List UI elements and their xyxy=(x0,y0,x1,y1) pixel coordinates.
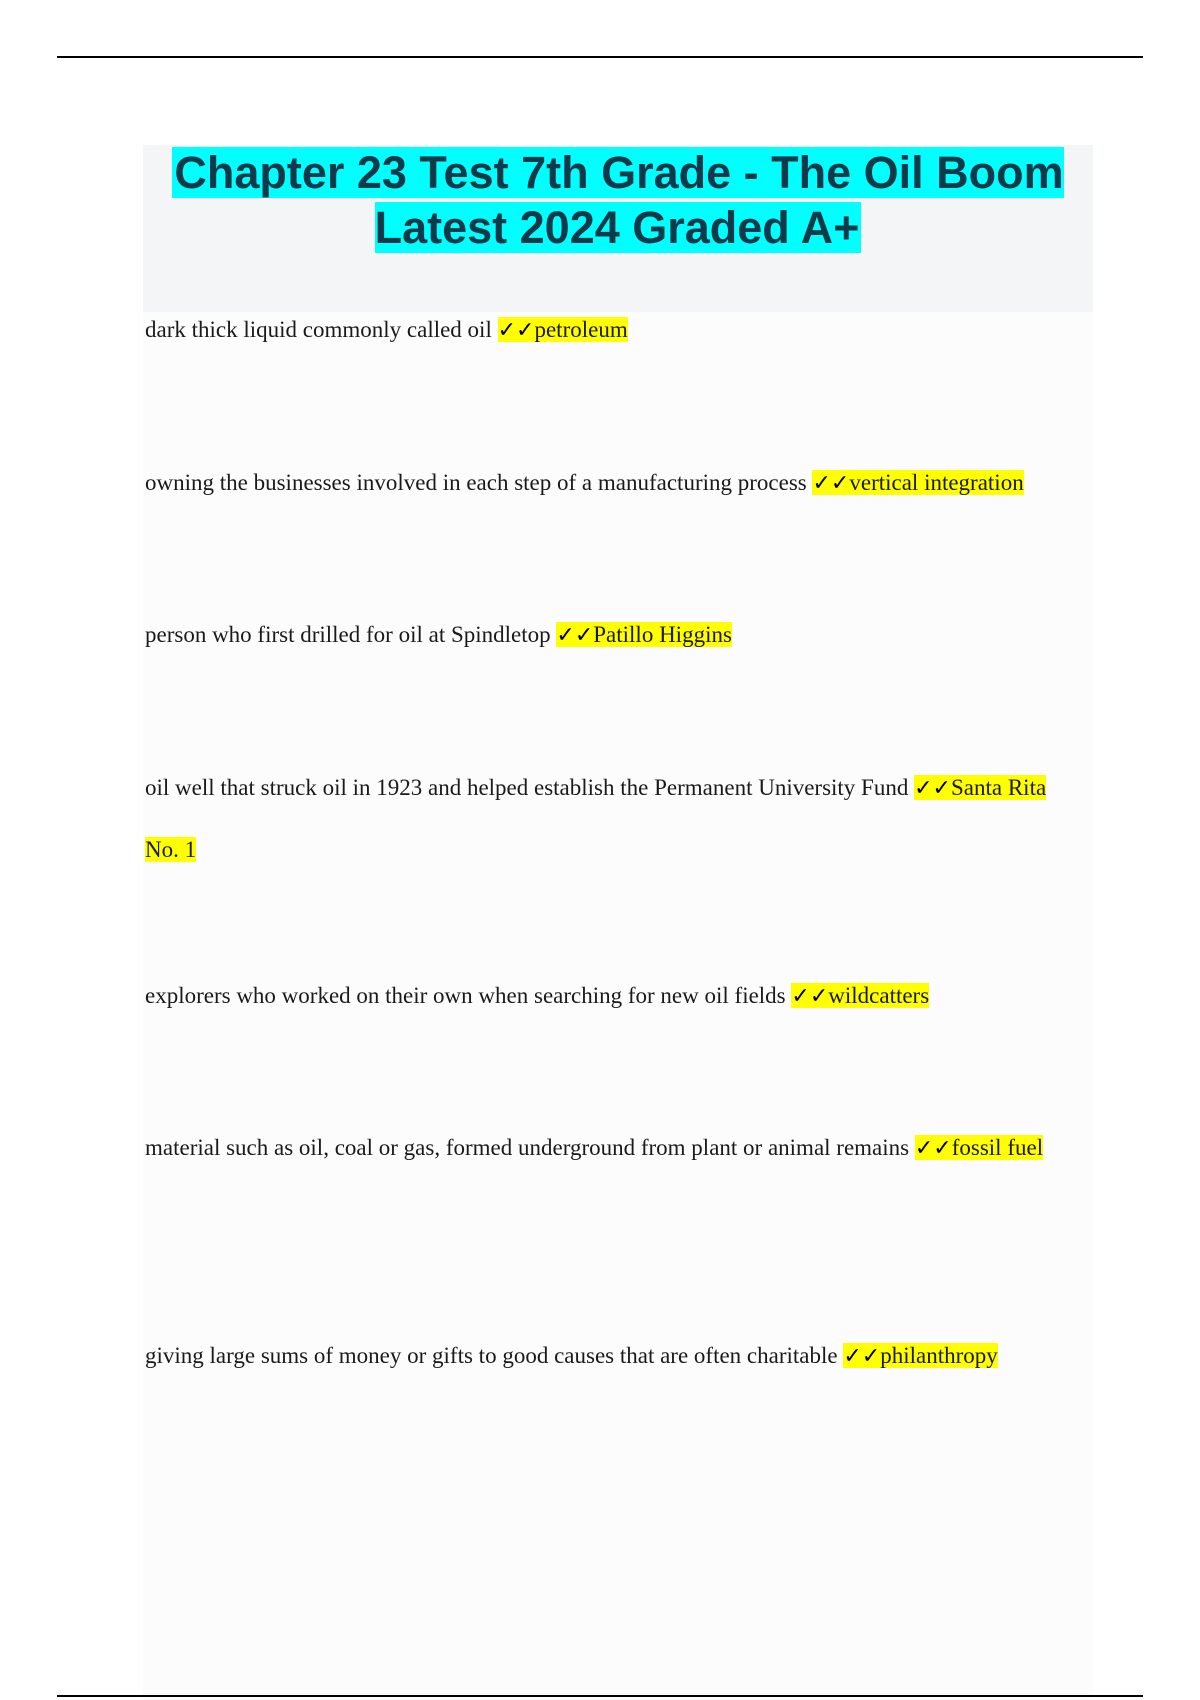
answer-text: vertical integration xyxy=(849,470,1024,495)
qa-item xyxy=(145,604,1065,666)
question-text: material such as oil, coal or gas, formed underground from plant or animal remains xyxy=(145,1135,910,1160)
answer-text: petroleum xyxy=(534,317,628,342)
question-text: giving large sums of money or gifts to good causes that are often charitable xyxy=(145,1343,838,1368)
double-check-icon: ✓✓ xyxy=(497,318,535,343)
double-check-icon: ✓✓ xyxy=(914,1136,952,1161)
answer-highlight xyxy=(915,1135,1043,1160)
qa-item xyxy=(145,757,1065,880)
answer-text: philanthropy xyxy=(880,1343,998,1368)
document-title xyxy=(143,145,1093,255)
answer-highlight xyxy=(498,317,628,342)
qa-item xyxy=(145,1325,1065,1387)
double-check-icon: ✓✓ xyxy=(812,471,850,496)
qa-item xyxy=(145,965,1065,1027)
question-text: owning the businesses involved in each step of a manufacturing process xyxy=(145,470,807,495)
title-highlight: Chapter 23 Test 7th Grade - The Oil Boom Latest 2024 Graded A+ xyxy=(174,147,1064,253)
double-check-icon: ✓✓ xyxy=(791,984,829,1009)
qa-item xyxy=(145,1117,1065,1179)
answer-highlight xyxy=(791,983,929,1008)
qa-item xyxy=(145,299,1065,361)
answer-highlight xyxy=(843,1343,997,1368)
top-rule xyxy=(57,56,1143,58)
content-panel xyxy=(143,145,1093,1700)
qa-item xyxy=(145,452,1065,514)
question-text: dark thick liquid commonly called oil xyxy=(145,317,492,342)
answer-text: Santa Rita No. 1 xyxy=(145,775,1047,862)
answer-highlight xyxy=(812,470,1023,495)
answer-text: wildcatters xyxy=(828,983,930,1008)
answer-highlight xyxy=(556,622,732,647)
question-text: oil well that struck oil in 1923 and helped establish the Permanent University Fund xyxy=(145,775,909,800)
double-check-icon: ✓✓ xyxy=(843,1344,881,1369)
double-check-icon: ✓✓ xyxy=(556,623,594,648)
question-text: explorers who worked on their own when searching for new oil fields xyxy=(145,983,786,1008)
bottom-rule xyxy=(57,1695,1143,1697)
question-text: person who first drilled for oil at Spindletop xyxy=(145,622,551,647)
answer-text: fossil fuel xyxy=(951,1135,1044,1160)
double-check-icon: ✓✓ xyxy=(914,776,951,801)
answer-text: Patillo Higgins xyxy=(593,622,732,647)
